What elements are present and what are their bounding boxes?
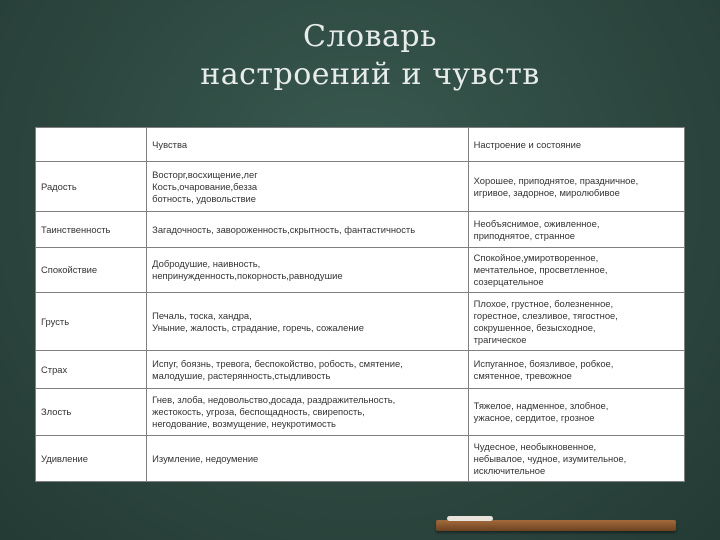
chalk-tray (436, 520, 676, 531)
mood-cell: Таинственность (36, 212, 147, 248)
text-line: Гнев, злоба, недовольство,досада, раздражительность, (152, 394, 396, 405)
mood-cell: Радость (36, 162, 147, 212)
feelings-cell (147, 248, 468, 293)
table-row (36, 436, 685, 482)
text-line: игривое, задорное, миролюбивое (473, 186, 620, 198)
text-line: Испуганное, боязливое, робкое, (473, 357, 614, 369)
header-cell-feelings: Чувства (147, 128, 468, 162)
feelings-cell (147, 436, 468, 482)
state-cell (468, 351, 684, 389)
feelings-cell (147, 351, 468, 389)
text-line: созерцательное (473, 276, 544, 287)
table-row (36, 351, 685, 389)
mood-cell: Злость (36, 389, 147, 436)
chalk-piece (447, 516, 493, 521)
text-line: сокрушенное, безысходное, (473, 321, 596, 333)
table-header-row (36, 128, 685, 162)
state-cell (468, 212, 684, 248)
header-cell-state: Настроение и состояние (468, 128, 684, 162)
text-line: ужасное, сердитое, грозное (473, 412, 595, 423)
text-line: Добродушие, наивность, (152, 258, 261, 269)
feelings-cell (147, 212, 468, 248)
table-row (36, 162, 685, 212)
text-line: небывалое, чудное, изумительное, (473, 452, 627, 464)
mood-table (35, 127, 685, 482)
header-cell-empty (36, 128, 147, 162)
text-line: жестокость, угроза, беспощадность, свирепость, (152, 406, 365, 417)
feelings-cell (147, 389, 468, 436)
text-line: негодование, возмущение, неукротимость (152, 418, 336, 429)
mood-cell: Удивление (36, 436, 147, 482)
text-line: Кость,очарование,безза (152, 180, 258, 192)
text-line: трагическое (473, 333, 527, 345)
text-line: Печаль, тоска, хандра, (152, 309, 252, 321)
table-row (36, 293, 685, 351)
mood-cell: Спокойствие (36, 248, 147, 293)
slide-title-line1: Словарь (303, 19, 437, 54)
text-line: исключительное (473, 464, 546, 476)
text-line: ботность, удовольствие (152, 192, 257, 204)
text-line: Тяжелое, надменное, злобное, (473, 400, 609, 411)
text-line: смятенное, тревожное (473, 369, 572, 381)
text-line: Загадочность, завороженность,скрытность, фантастичность (152, 223, 416, 235)
text-line: Испуг, боязнь, тревога, беспокойство, робость, смятение, (152, 357, 403, 369)
slide-title-line2: настроений и чувств (200, 57, 540, 92)
text-line: Плохое, грустное, болезненное, (473, 297, 614, 309)
text-line: Чудесное, необыкновенное, (473, 440, 597, 452)
text-line: Необъяснимое, оживленное, (473, 217, 600, 229)
slide-title (0, 18, 720, 94)
text-line: горестное, слезливое, тягостное, (473, 309, 618, 321)
text-line: малодушие, растерянность,стыдливость (152, 369, 331, 381)
state-cell (468, 162, 684, 212)
feelings-cell (147, 293, 468, 351)
text-line: Уныние, жалость, страдание, горечь, сожаление (152, 321, 364, 333)
feelings-cell (147, 162, 468, 212)
mood-cell: Страх (36, 351, 147, 389)
state-cell (468, 293, 684, 351)
text-line: непринужденность,покорность,равнодушие (152, 270, 343, 281)
table-row (36, 389, 685, 436)
text-line: Спокойное,умиротворенное, (473, 252, 599, 263)
table-row (36, 248, 685, 293)
text-line: Восторг,восхищение,лег (152, 168, 258, 180)
text-line: Изумление, недоумение (152, 452, 259, 464)
text-line: мечтательное, просветленное, (473, 264, 608, 275)
state-cell (468, 248, 684, 293)
table-row (36, 212, 685, 248)
text-line: приподнятое, странное (473, 229, 575, 241)
state-cell (468, 389, 684, 436)
text-line: Хорошее, приподнятое, праздничное, (473, 174, 639, 186)
state-cell (468, 436, 684, 482)
mood-cell: Грусть (36, 293, 147, 351)
